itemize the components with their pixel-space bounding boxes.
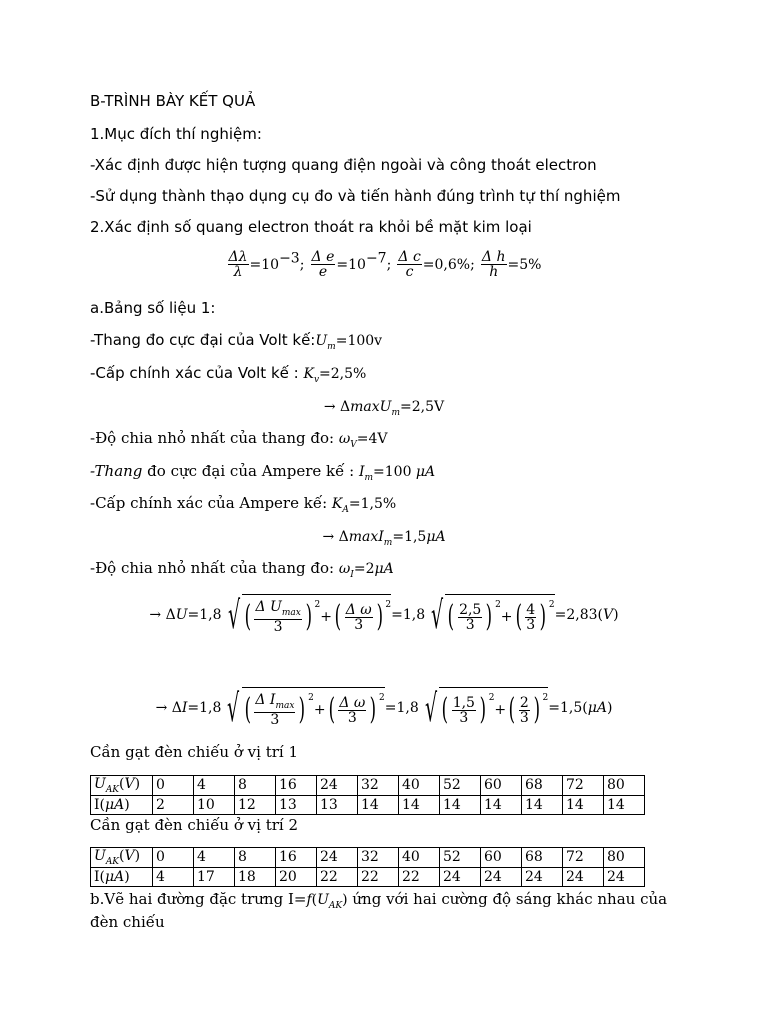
table-cell: 12 bbox=[235, 795, 276, 814]
table-cell: 68 bbox=[522, 848, 563, 868]
table-cell: 20 bbox=[276, 867, 317, 886]
volt-division-line: -Độ chia nhỏ nhất của thang đo: $\omega_V=4V$ bbox=[90, 429, 388, 450]
table-cell: 0 bbox=[153, 776, 194, 796]
table-cell: 8 bbox=[235, 776, 276, 796]
table-cell: 40 bbox=[399, 848, 440, 868]
table-cell: 68 bbox=[522, 776, 563, 796]
table-cell: 72 bbox=[563, 776, 604, 796]
table-cell: 72 bbox=[563, 848, 604, 868]
data-table-2 bbox=[90, 847, 645, 887]
table-row bbox=[91, 848, 645, 868]
amp-accuracy-line: -Cấp chính xác của Ampere kế: $K_A=1,5\%$ bbox=[90, 494, 397, 515]
table-cell: 0 bbox=[153, 848, 194, 868]
i-header-cell: I(μA) bbox=[91, 867, 153, 886]
position-1-label: Cần gạt đèn chiếu ở vị trí 1 bbox=[90, 743, 299, 761]
u-header-cell: $U_{AK}(V)$ bbox=[91, 776, 153, 796]
delta-u-formula: → Δ U =1,8 √ ( $\frac{\Delta U_{max}}{3}$ ) 2 + ( $\frac{\text{Δ ω}}{3}$ ) 2 =1,8 √ ( $\frac{2,5}{3}$ ) 2 + ( $\frac{4}{3}$ ) 2 =2,83 ( V ) bbox=[149, 593, 619, 637]
data-table-1 bbox=[90, 775, 645, 815]
table-cell: 4 bbox=[194, 776, 235, 796]
table-cell: 52 bbox=[440, 848, 481, 868]
table-cell: 24 bbox=[317, 776, 358, 796]
table-cell: 24 bbox=[604, 867, 645, 886]
table-cell: 14 bbox=[440, 795, 481, 814]
table-cell: 14 bbox=[481, 795, 522, 814]
table-cell: 22 bbox=[358, 867, 399, 886]
table-cell: 22 bbox=[399, 867, 440, 886]
table-row bbox=[91, 795, 645, 814]
table-cell: 14 bbox=[604, 795, 645, 814]
part-b-line-1: b.Vẽ hai đường đặc trưng $I=f(U_{AK})$ ứng với hai cường độ sáng khác nhau của bbox=[90, 890, 668, 911]
table-cell: 24 bbox=[563, 867, 604, 886]
table-cell: 24 bbox=[317, 848, 358, 868]
table-cell: 22 bbox=[317, 867, 358, 886]
purpose-line-2: -Sử dụng thành thạo dụng cụ đo và tiến hành đúng trình tự thí nghiệm bbox=[90, 187, 621, 205]
table-cell: 40 bbox=[399, 776, 440, 796]
volt-accuracy-line: -Cấp chính xác của Volt kế : $K_v=2,5\%$ bbox=[90, 364, 367, 385]
i-header-cell: I(μA) bbox=[91, 795, 153, 814]
position-2-label: Cần gạt đèn chiếu ở vị trí 2 bbox=[90, 816, 299, 834]
table-cell: 4 bbox=[153, 867, 194, 886]
amp-range-line: -Thang đo cực đại của Ampere kế : $I_m=100$ μA bbox=[90, 462, 436, 483]
table-cell: 24 bbox=[440, 867, 481, 886]
table-cell: 14 bbox=[399, 795, 440, 814]
purpose-title: 1.Mục đích thí nghiệm: bbox=[90, 125, 262, 143]
table-cell: 16 bbox=[276, 776, 317, 796]
purpose-line-1: -Xác định được hiện tượng quang điện ngoài và công thoát electron bbox=[90, 156, 597, 174]
table-cell: 13 bbox=[276, 795, 317, 814]
delta-max-u-line: → ΔmaxU$_m$=2,5V bbox=[323, 399, 445, 418]
table-cell: 24 bbox=[481, 867, 522, 886]
part-b-line-2: đèn chiếu bbox=[90, 913, 165, 931]
table-cell: 2 bbox=[153, 795, 194, 814]
amp-division-line: -Độ chia nhỏ nhất của thang đo: $\omega_I=2\mu A$ bbox=[90, 559, 394, 580]
section-2-title: 2.Xác định số quang electron thoát ra khỏi bề mặt kim loại bbox=[90, 218, 532, 236]
table-cell: 18 bbox=[235, 867, 276, 886]
table-cell: 32 bbox=[358, 848, 399, 868]
table-cell: 14 bbox=[358, 795, 399, 814]
table-1-title: a.Bảng số liệu 1: bbox=[90, 299, 216, 317]
table-cell: 80 bbox=[604, 848, 645, 868]
table-cell: 60 bbox=[481, 848, 522, 868]
u-header-cell: $U_{AK}(V)$ bbox=[91, 848, 153, 868]
delta-max-i-line: → ΔmaxI$_m$=1,5μA bbox=[322, 529, 446, 548]
table-cell: 13 bbox=[317, 795, 358, 814]
table-cell: 8 bbox=[235, 848, 276, 868]
table-cell: 24 bbox=[522, 867, 563, 886]
table-cell: 10 bbox=[194, 795, 235, 814]
table-cell: 52 bbox=[440, 776, 481, 796]
table-cell: 80 bbox=[604, 776, 645, 796]
section-heading: B-TRÌNH BÀY KẾT QUẢ bbox=[90, 92, 256, 110]
volt-range-line: -Thang đo cực đại của Volt $kế:U_m=100v$ bbox=[90, 331, 383, 352]
table-cell: 60 bbox=[481, 776, 522, 796]
table-row bbox=[91, 776, 645, 796]
delta-i-formula: → Δ I =1,8 √ ( $\frac{\Delta I_{max}}{3}$ ) 2 + ( $\frac{\text{Δ ω}}{3}$ ) 2 =1,8 √ ( $\frac{1,5}{3}$ ) 2 + ( $\frac{2}{3}$ ) 2 =1,5 ( μA ) bbox=[155, 686, 613, 730]
table-cell: 14 bbox=[563, 795, 604, 814]
table-cell: 17 bbox=[194, 867, 235, 886]
table-row bbox=[91, 867, 645, 886]
table-cell: 16 bbox=[276, 848, 317, 868]
table-cell: 14 bbox=[522, 795, 563, 814]
relative-errors-formula: $\frac{\Delta\lambda}{\lambda}$ $=10^{-3}$; $\frac{\text{Δ e}}{e}$ $=10^{-7}$; $\frac{\text{Δ c}}{c}$ =0,6%; $\frac{\text{Δ h}}{h}$ =5% bbox=[228, 249, 542, 280]
table-cell: 4 bbox=[194, 848, 235, 868]
table-cell: 32 bbox=[358, 776, 399, 796]
